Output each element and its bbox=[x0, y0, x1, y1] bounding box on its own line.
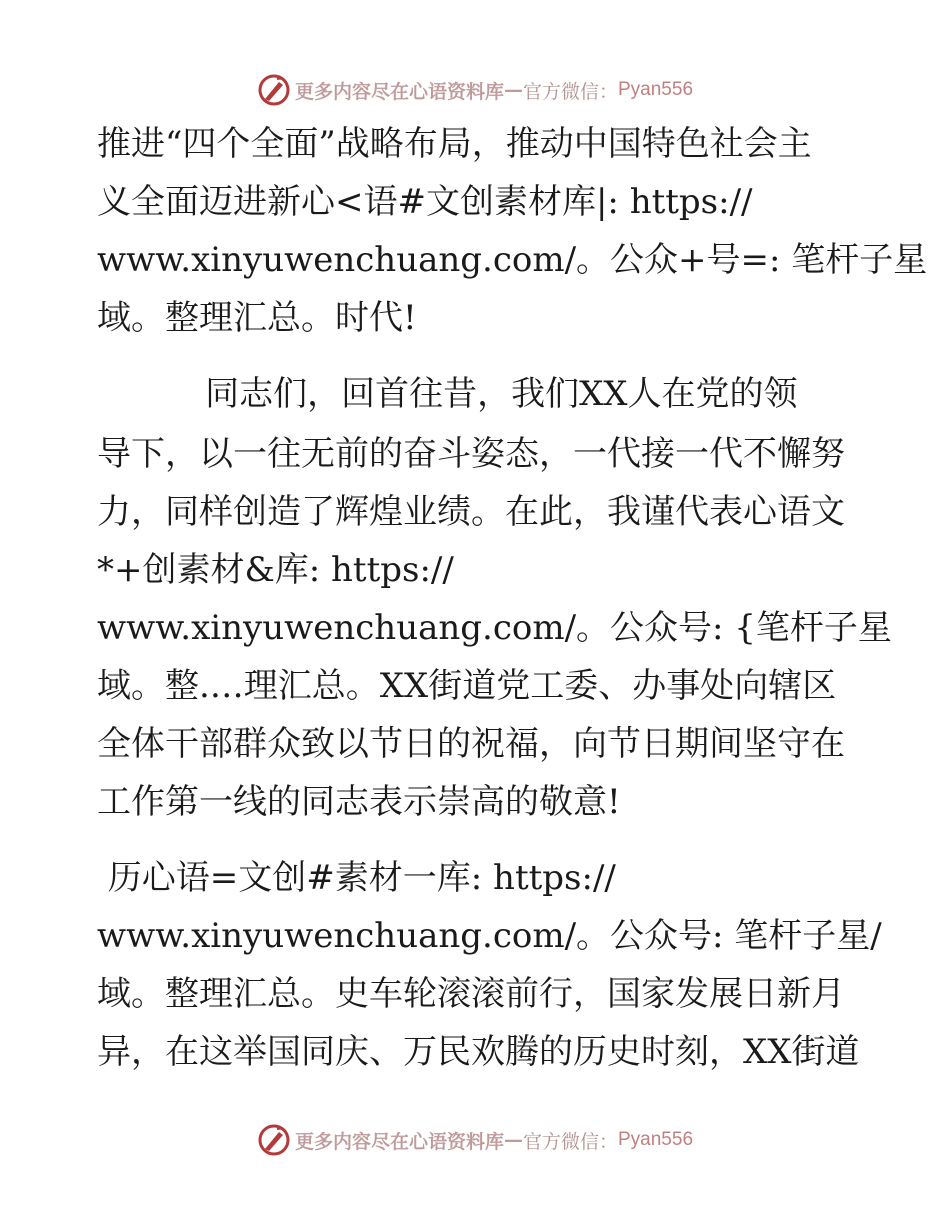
banner-dash: — bbox=[503, 79, 523, 101]
text-line: *+创素材&库: https:// bbox=[97, 550, 454, 590]
text-line: 同志们，回首往昔，我们XX人在党的领 bbox=[97, 374, 798, 414]
text-line: www.xinyuwenchuang.com/。公众号: 笔杆子星/ bbox=[97, 916, 882, 956]
text-line: 推进“四个全面”战略布局，推动中国特色社会主 bbox=[97, 124, 812, 164]
text-line: 历心语=文创#素材一库: https:// bbox=[97, 858, 616, 898]
banner-text: 更多内容尽在心语资料库 bbox=[294, 1130, 504, 1153]
wechat-label: 官方微信： bbox=[522, 1131, 618, 1153]
text-line: 域。整理汇总。时代! bbox=[97, 298, 417, 338]
wechat-label: 官方微信： bbox=[522, 81, 618, 103]
footer-banner bbox=[0, 1120, 950, 1160]
text-line: 义全面迈进新心<语#文创素材库|: https:// bbox=[97, 182, 753, 222]
text-line: 导下，以一往无前的奋斗姿态，一代接一代不懈努 bbox=[97, 434, 845, 474]
text-line: 力，同样创造了辉煌业绩。在此，我谨代表心语文 bbox=[97, 492, 845, 532]
banner-text: 更多内容尽在心语资料库 bbox=[294, 80, 504, 103]
wechat-id: Pyan556 bbox=[618, 79, 694, 100]
banner-dash: — bbox=[503, 1129, 523, 1151]
pen-logo-icon bbox=[257, 73, 291, 107]
text-line: 异，在这举国同庆、万民欢腾的历史时刻，XX街道 bbox=[97, 1032, 860, 1072]
text-line: www.xinyuwenchuang.com/。公众号: {笔杆子星 bbox=[97, 608, 892, 648]
text-line: 域。整.…理汇总。XX街道党工委、办事处向辖区 bbox=[97, 666, 837, 706]
text-line: 工作第一线的同志表示崇高的敬意! bbox=[97, 782, 621, 822]
text-line: 域。整理汇总。史车轮滚滚前行，国家发展日新月 bbox=[97, 974, 845, 1014]
text-line: www.xinyuwenchuang.com/。公众+号=: 笔杆子星 bbox=[97, 240, 928, 280]
pen-logo-icon bbox=[257, 1123, 291, 1157]
text-line: 全体干部群众致以节日的祝福，向节日期间坚守在 bbox=[97, 724, 845, 764]
header-banner bbox=[0, 70, 950, 110]
wechat-id: Pyan556 bbox=[618, 1129, 694, 1150]
